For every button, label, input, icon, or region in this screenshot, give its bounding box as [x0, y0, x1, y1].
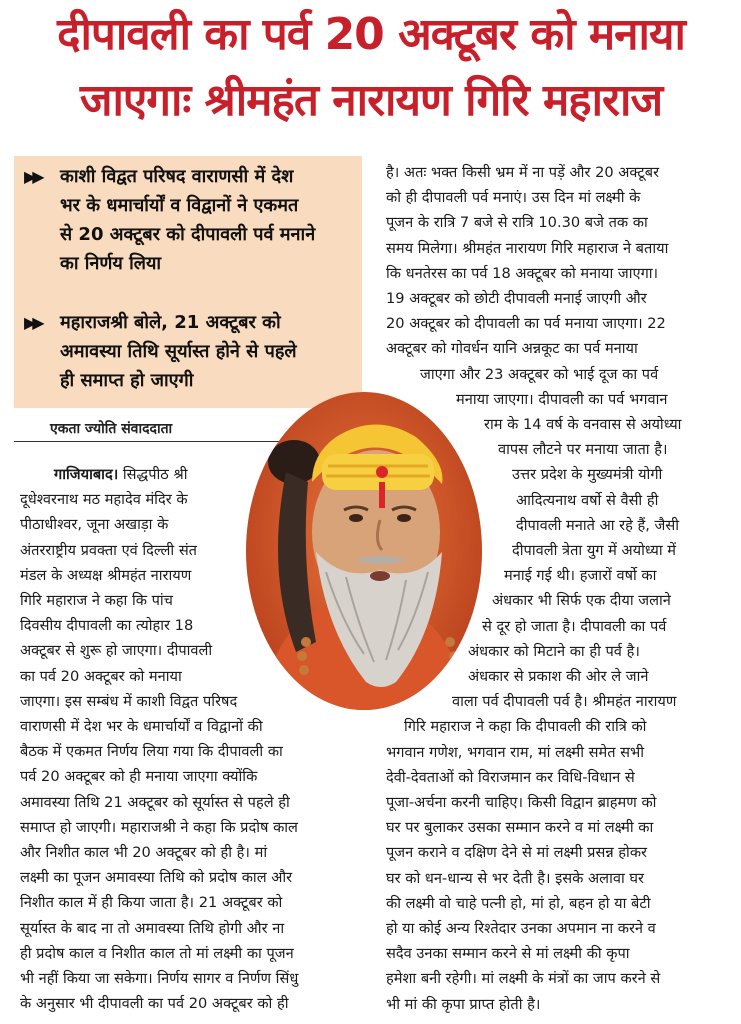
article-line: कि धनतेरस का पर्व 18 अक्टूबर को मनाया जाएगा।	[386, 264, 659, 282]
highlight-line: से 20 अक्टूबर को दीपावली पर्व मनाने	[60, 224, 316, 245]
article-line: सदैव उनका सम्मान करने से मां लक्ष्मी की कृपा	[386, 945, 630, 963]
article-line: दिवसीय दीपावली का त्योहार 18	[20, 617, 194, 635]
article-line: उत्तर प्रदेश के मुख्यमंत्री योगी	[512, 466, 663, 484]
article-line: पीठाधीश्वर, जूना अखाड़ा के	[20, 516, 169, 534]
saint-portrait-illustration	[246, 392, 482, 710]
article-line: है। अतः भक्त किसी भ्रम में ना पड़ें और 20 अक्टूबर	[386, 164, 660, 181]
article-line: भगवान गणेश, भगवान राम, मां लक्ष्मी समेत सभी	[386, 743, 645, 761]
article-line: ही प्रदोष काल व निशीत काल तो मां लक्ष्मी का पूजन	[20, 944, 294, 962]
article-line: दीपावली त्रेता युग में अयोध्या में	[512, 542, 676, 559]
article-line: जाएगा। इस सम्बंध में काशी विद्वत परिषद	[20, 692, 238, 710]
article-line: को ही दीपावली पर्व मनाएं। उस दिन मां लक्ष्मी के	[386, 189, 641, 207]
article-line: अंधकार को मिटाने का ही पर्व है।	[468, 642, 640, 660]
article-line: लक्ष्मी का पूजन अमावस्या तिथि को प्रदोष काल और	[20, 869, 293, 887]
headline-line-1: दीपावली का पर्व 20 अक्टूबर को मनाया	[57, 9, 685, 60]
article-line: मनाई गई थी। हजारों वर्षो का	[504, 567, 657, 585]
highlight-line: अमावस्या तिथि सूर्यास्त होने से पहले	[60, 341, 297, 362]
article-line: वाला पर्व दीपावली पर्व है। श्रीमहंत नारायण	[452, 693, 677, 711]
article-line: मंडल के अध्यक्ष श्रीमहंत नारायण	[20, 566, 192, 584]
byline: एकता ज्योति संवाददाता	[50, 421, 173, 437]
article-line: और निशीत काल भी 20 अक्टूबर को ही है। मां	[20, 844, 268, 861]
article-line: निशीत काल में ही किया जाता है। 21 अक्टूबर को	[20, 894, 283, 912]
article-line: अक्टूबर को गोवर्धन यानि अन्नकूट का पर्व मनाया	[386, 340, 638, 358]
article-line: पूजन के रात्रि 7 बजे से रात्रि 10.30 बजे तक का	[386, 214, 648, 232]
article-line: घर को धन-धान्य से भर देती है। इसके अलावा घर	[386, 869, 644, 887]
article-line: 19 अक्टूबर को छोटी दीपावली मनाई जाएगी और	[386, 290, 647, 307]
highlight-line: भर के धमार्चार्यों व विद्वानों ने एकमत	[60, 195, 299, 216]
article-line: भी नहीं किया जा सकेगा। निर्णय सागर व निर्णण सिंधु	[20, 970, 299, 987]
article-line: जाएगा और 23 अक्टूबर को भाई दूज का पर्व	[420, 365, 659, 383]
article-line: वापस लौटने पर मनाया जाता है।	[498, 441, 668, 459]
article-line: दूधेश्वरनाथ मठ महादेव मंदिर के	[20, 491, 188, 509]
article-line: अंधकार भी सिर्फ एक दीया जलाने	[492, 592, 671, 610]
article-line: गिरि महाराज ने कहा कि पांच	[20, 592, 173, 609]
article-line: राम के 14 वर्ष के वनवास से अयोध्या	[484, 416, 682, 433]
headline	[6, 2, 736, 134]
article-line: वाराणसी में देश भर के धमार्चार्यों व विद्वानों की	[20, 718, 263, 735]
article-line: 20 अक्टूबर को दीपावली का पर्व मनाया जाएगा। 22	[386, 315, 666, 333]
article-line: से दूर हो जाता है। दीपावली का पर्व	[482, 617, 667, 635]
highlight-line: का निर्णय लिया	[60, 253, 162, 274]
double-arrow-icon: ▶▶	[24, 167, 41, 186]
article-line	[54, 462, 188, 487]
article-line: समय मिलेगा। श्रीमहंत नारायण गिरि महाराज ने बताया	[386, 239, 669, 257]
double-arrow-icon: ▶▶	[24, 313, 41, 332]
byline-divider	[14, 441, 310, 442]
article-line: गिरि महाराज ने कहा कि दीपावली की रात्रि को	[404, 718, 647, 736]
article-text: सिद्धपीठ श्री	[118, 466, 188, 483]
article-line: दीपावली मनाते आ रहे हैं, जैसी	[516, 516, 680, 534]
highlight-line: ही समाप्त हो जाएगी	[60, 370, 194, 391]
highlight-line: महाराजश्री बोले, 21 अक्टूबर को	[60, 312, 281, 333]
article-line: के अनुसार भी दीपावली का पर्व 20 अक्टूबर को ही	[20, 995, 289, 1013]
article-line: का पर्व 20 अक्टूबर को मनाया	[20, 667, 182, 685]
article-line: अमावस्या तिथि 21 अक्टूबर को सूर्यास्त से पहले ही	[20, 793, 290, 811]
article-line: मनाया जाएगा। दीपावली का पर्व भगवान	[456, 390, 668, 408]
article-line: पूजा-अर्चना करनी चाहिए। किसी विद्वान ब्राहमण को	[386, 794, 657, 811]
article-line: सूर्यास्त के बाद ना तो अमावस्या तिथि होगी और ना	[20, 919, 285, 937]
article-line: समाप्त हो जाएगी। महाराजश्री ने कहा कि प्रदोष काल	[20, 818, 298, 836]
highlight-line: काशी विद्वत परिषद वाराणसी में देश	[60, 166, 294, 187]
portrait-photo	[246, 392, 482, 710]
article-line: घर पर बुलाकर उसका सम्मान करने व मां लक्ष्मी का	[386, 819, 654, 837]
dateline-place: गाजियाबाद।	[54, 466, 119, 483]
article-line: देवी-देवताओं को विराजमान कर विधि-विधान से	[386, 768, 635, 786]
article-line: आदित्यनाथ वर्षो से वैसी ही	[516, 491, 659, 509]
article-line: पूजन कराने व दक्षिण देने से मां लक्ष्मी प्रसन्न होकर	[386, 844, 647, 862]
article-line: हमेशा बनी रहेगी। मां लक्ष्मी के मंत्रों का जाप करने से	[386, 970, 661, 988]
article-line: भी मां की कृपा प्राप्त होती है।	[386, 995, 541, 1013]
article-line: पर्व 20 अक्टूबर को ही मनाया जाएगा क्योंकि	[20, 768, 258, 786]
article-line: अंतरराष्ट्रीय प्रवक्ता एवं दिल्ली संत	[20, 541, 198, 559]
article-line: बैठक में एकमत निर्णय लिया गया कि दीपावली का	[20, 743, 283, 761]
article-line: अंधकार से प्रकाश की ओर ले जाने	[468, 668, 649, 685]
article-line: हो या कोई अन्य रिश्तेदार उनका अपमान ना करने व	[386, 920, 656, 937]
headline-line-2: जाएगाः श्रीमहंत नारायण गिरि महाराज	[79, 75, 663, 126]
highlights-box	[14, 156, 362, 408]
article-line: की लक्ष्मी वो चाहे पत्नी हो, मां हो, बहन हो या बेटी	[386, 894, 651, 912]
article-line: अक्टूबर से शुरू हो जाएगा। दीपावली	[20, 642, 213, 660]
